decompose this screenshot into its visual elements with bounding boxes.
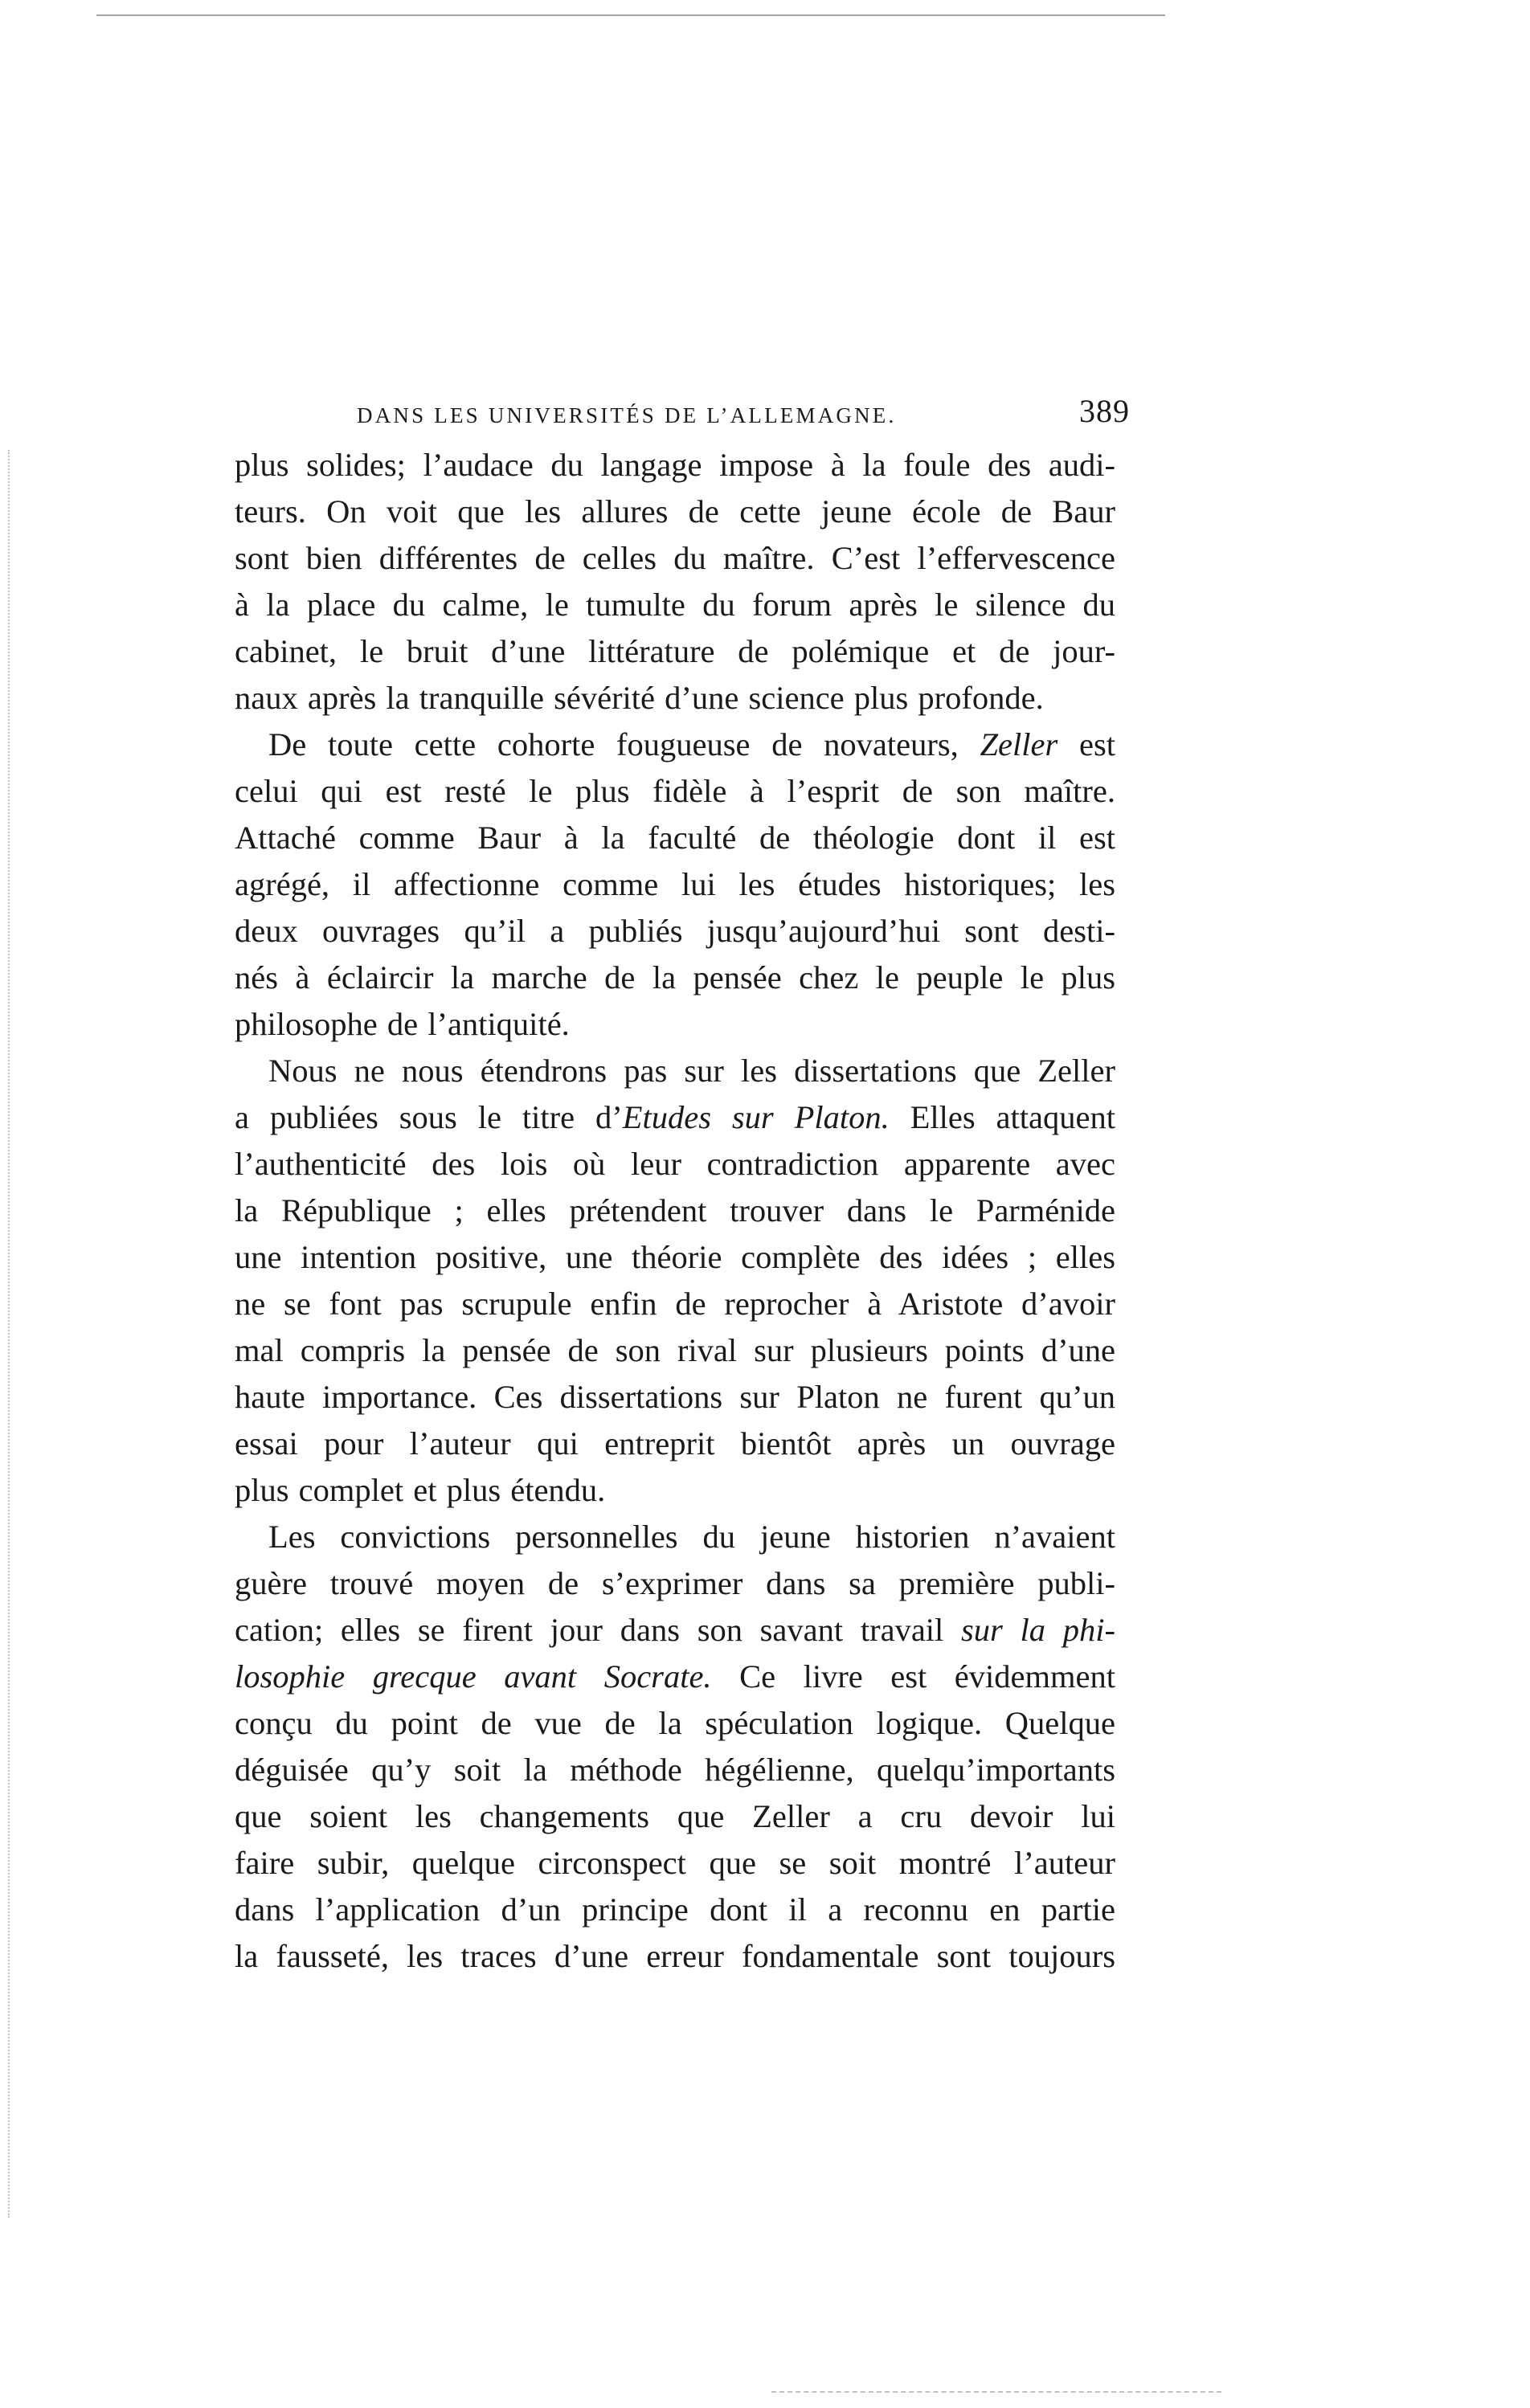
text-line: plus complet et plus étendu. [235, 1472, 606, 1508]
text-line: Nous ne nous étendrons pas sur les dissertations que Zeller [268, 1053, 1115, 1089]
text-line: guère trouvé moyen de s’exprimer dans sa première publi- [235, 1565, 1115, 1601]
text-line: Attaché comme Baur à la faculté de théologie dont il est [235, 820, 1115, 856]
text-line [235, 722, 1115, 768]
italic-title: sur la phi- [961, 1612, 1116, 1648]
text-line: la République ; elles prétendent trouver dans le Parménide [235, 1192, 1115, 1229]
text-line: teurs. On voit que les allures de cette jeune école de Baur [235, 493, 1115, 529]
text-line: agrégé, il affectionne comme lui les études historiques; les [235, 866, 1115, 902]
text-run: cation; elles se firent jour dans son savant travail [235, 1612, 962, 1648]
paragraph [235, 722, 1115, 1048]
text-line: sont bien différentes de celles du maître. C’est l’effervescence [235, 540, 1115, 576]
text-run: Ce livre est évidemment [711, 1658, 1115, 1695]
text-line: celui qui est resté le plus fidèle à l’esprit de son maître. [235, 773, 1115, 809]
page-number: 389 [1079, 393, 1130, 429]
text-line: haute importance. Ces dissertations sur Platon ne furent qu’un [235, 1379, 1115, 1415]
text-line: mal compris la pensée de son rival sur plusieurs points d’une [235, 1332, 1115, 1368]
scan-edge-line [96, 14, 1165, 16]
text-line: ne se font pas scrupule enfin de reprocher à Aristote d’avoir [235, 1286, 1115, 1322]
scan-margin-marks [8, 450, 14, 2218]
text-line [235, 1654, 1115, 1700]
text-line: déguisée qu’y soit la méthode hégélienne, quelqu’importants [235, 1752, 1115, 1788]
text-line: plus solides; l’audace du langage impose à la foule des audi- [235, 447, 1115, 483]
text-run: est [1058, 726, 1115, 762]
text-run: De toute cette cohorte fougueuse de novateurs, [268, 726, 980, 762]
text-line: une intention positive, une théorie complète des idées ; elles [235, 1239, 1115, 1275]
text-line: à la place du calme, le tumulte du forum après le silence du [235, 587, 1115, 623]
text-line: dans l’application d’un principe dont il a reconnu en partie [235, 1891, 1115, 1928]
body-text [235, 442, 1115, 1980]
text-line: conçu du point de vue de la spéculation logique. Quelque [235, 1705, 1115, 1741]
italic-title: losophie grecque avant Socrate. [235, 1658, 712, 1695]
scan-edge-line [771, 2391, 1221, 2393]
text-line: Les convictions personnelles du jeune historien n’avaient [268, 1519, 1115, 1555]
paragraph [235, 1514, 1115, 1980]
text-line: faire subir, quelque circonspect que se soit montré l’auteur [235, 1845, 1115, 1881]
running-title: DANS LES UNIVERSITÉS DE L’ALLEMAGNE. [357, 403, 897, 427]
paragraph [235, 1048, 1115, 1514]
text-line: essai pour l’auteur qui entreprit bientôt après un ouvrage [235, 1425, 1115, 1462]
running-head [235, 392, 1130, 442]
text-line: que soient les changements que Zeller a cru devoir lui [235, 1798, 1115, 1834]
paragraph [235, 442, 1115, 722]
text-line [235, 1607, 1115, 1654]
text-line: la fausseté, les traces d’une erreur fondamentale sont toujours [235, 1938, 1115, 1974]
text-line: l’authenticité des lois où leur contradiction apparente avec [235, 1146, 1115, 1182]
text-line [235, 1094, 1115, 1141]
text-run: Elles attaquent [889, 1099, 1115, 1135]
book-page [235, 392, 1130, 1980]
text-line: philosophe de l’antiquité. [235, 1006, 570, 1042]
italic-title: Etudes sur Platon. [622, 1099, 890, 1135]
italic-title: Zeller [980, 726, 1058, 762]
text-line: deux ouvrages qu’il a publiés jusqu’aujourd’hui sont desti- [235, 913, 1115, 949]
text-run: a publiées sous le titre d’ [235, 1099, 623, 1135]
text-line: cabinet, le bruit d’une littérature de polémique et de jour- [235, 633, 1115, 669]
text-line: nés à éclaircir la marche de la pensée chez le peuple le plus [235, 959, 1115, 995]
text-line: naux après la tranquille sévérité d’une science plus profonde. [235, 680, 1044, 716]
